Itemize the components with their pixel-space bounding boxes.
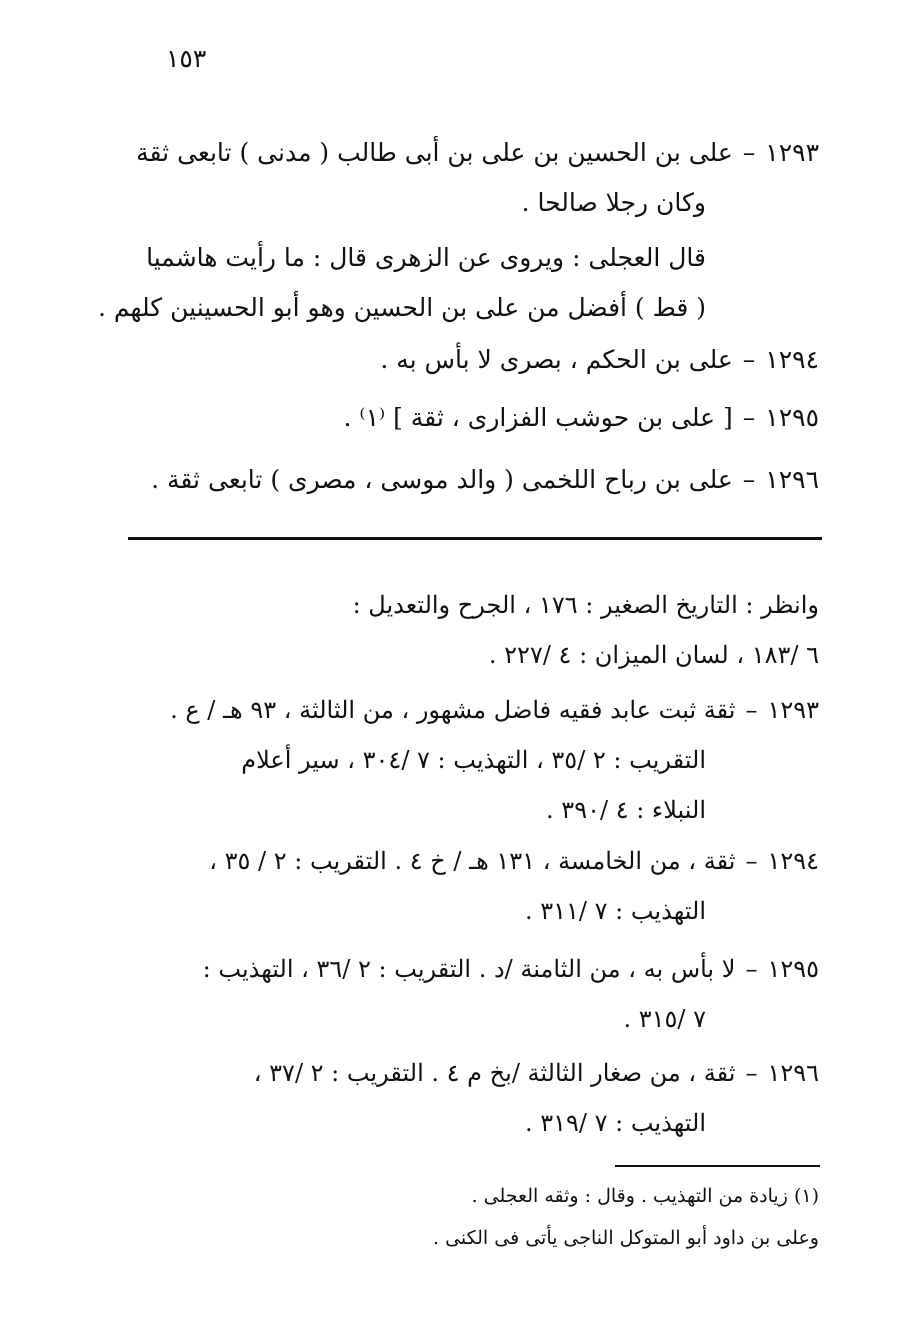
- note-text: لا بأس به ، من الثامنة /د . التقريب : ٢ /٣٦ ، التهذيب :: [202, 955, 736, 983]
- entry-1293-line2: وكان رجلا صالحا .: [521, 188, 706, 217]
- entry-1295: [129, 393, 819, 443]
- main-divider-rule: [128, 537, 822, 540]
- note-text: ٧ /٣١٥ .: [623, 1005, 706, 1033]
- entry-1293-line1: [129, 128, 819, 178]
- note-text: التقريب : ٢ /٣٥ ، التهذيب : ٧ /٣٠٤ ، سير أعلام: [241, 746, 706, 774]
- note-text: ثقة ثبت عابد فقيه فاضل مشهور ، من الثالثة ، ٩٣ هـ / ع .: [170, 696, 736, 724]
- note-text: التهذيب : ٧ /٣١٩ .: [524, 1109, 706, 1137]
- entry-1296: [129, 455, 819, 505]
- entry-text: على بن الحكم ، بصرى لا بأس به .: [380, 345, 733, 374]
- note-text: ثقة ، من الخامسة ، ١٣١ هـ / خ ٤ . التقريب : ٢ / ٣٥ ،: [209, 847, 736, 875]
- entry-number: ١٢٩٥: [765, 403, 819, 432]
- entry-number: ١٢٩٦: [765, 465, 819, 494]
- entry-text: على بن الحسين بن على بن أبى طالب ( مدنى ) تابعى ثقة: [136, 138, 733, 167]
- entry-text: [ على بن حوشب الفزارى ، ثقة ] ⁽١⁾ .: [343, 403, 733, 432]
- notes-intro: [129, 580, 819, 680]
- note-1294: [129, 836, 819, 936]
- footnote-2: وعلى بن داود أبو المتوكل الناجى يأتى فى الكنى .: [432, 1227, 819, 1249]
- footnote-divider-rule: [615, 1165, 820, 1167]
- note-text: ثقة ، من صغار الثالثة /بخ م ٤ . التقريب : ٢ /٣٧ ،: [253, 1059, 736, 1087]
- note-1296: [129, 1048, 819, 1148]
- entry-number: ١٢٩٤: [765, 345, 819, 374]
- note-text: التهذيب : ٧ /٣١١ .: [524, 897, 706, 925]
- entry-dash: –: [742, 345, 756, 374]
- notes-intro-line1: وانظر : التاريخ الصغير : ١٧٦ ، الجرح والتعديل :: [352, 591, 819, 619]
- note-number: ١٢٩٣: [767, 696, 819, 724]
- note-1293: [129, 685, 819, 835]
- page-number: ١٥٣: [166, 44, 207, 73]
- entry-dash: –: [742, 138, 756, 167]
- note-number: ١٢٩٤: [767, 847, 819, 875]
- note-number: ١٢٩٦: [767, 1059, 819, 1087]
- entry-number: ١٢٩٣: [765, 138, 819, 167]
- note-dash: –: [745, 847, 758, 875]
- notes-intro-line2: ٦ /١٨٣ ، لسان الميزان : ٤ /٢٢٧ .: [488, 641, 819, 669]
- quote-line1: قال العجلى : ويروى عن الزهرى قال : ما رأيت هاشميا: [146, 243, 706, 272]
- entry-dash: –: [742, 403, 756, 432]
- note-dash: –: [745, 696, 758, 724]
- quote-line2: ( قط ) أفضل من على بن الحسين وهو أبو الحسينين كلهم .: [97, 293, 706, 322]
- note-1295: [129, 944, 819, 1044]
- note-dash: –: [745, 955, 758, 983]
- entry-1293: [129, 128, 819, 228]
- entry-text: على بن رباح اللخمى ( والد موسى ، مصرى ) تابعى ثقة .: [151, 465, 733, 494]
- note-number: ١٢٩٥: [767, 955, 819, 983]
- note-text: النبلاء : ٤ /٣٩٠ .: [546, 796, 706, 824]
- entry-1294: [129, 335, 819, 385]
- entry-dash: –: [742, 465, 756, 494]
- entry-1293-quote: [97, 233, 819, 333]
- footnote-1: (١) زيادة من التهذيب . وقال : وثقه العجلى .: [471, 1185, 819, 1207]
- note-dash: –: [745, 1059, 758, 1087]
